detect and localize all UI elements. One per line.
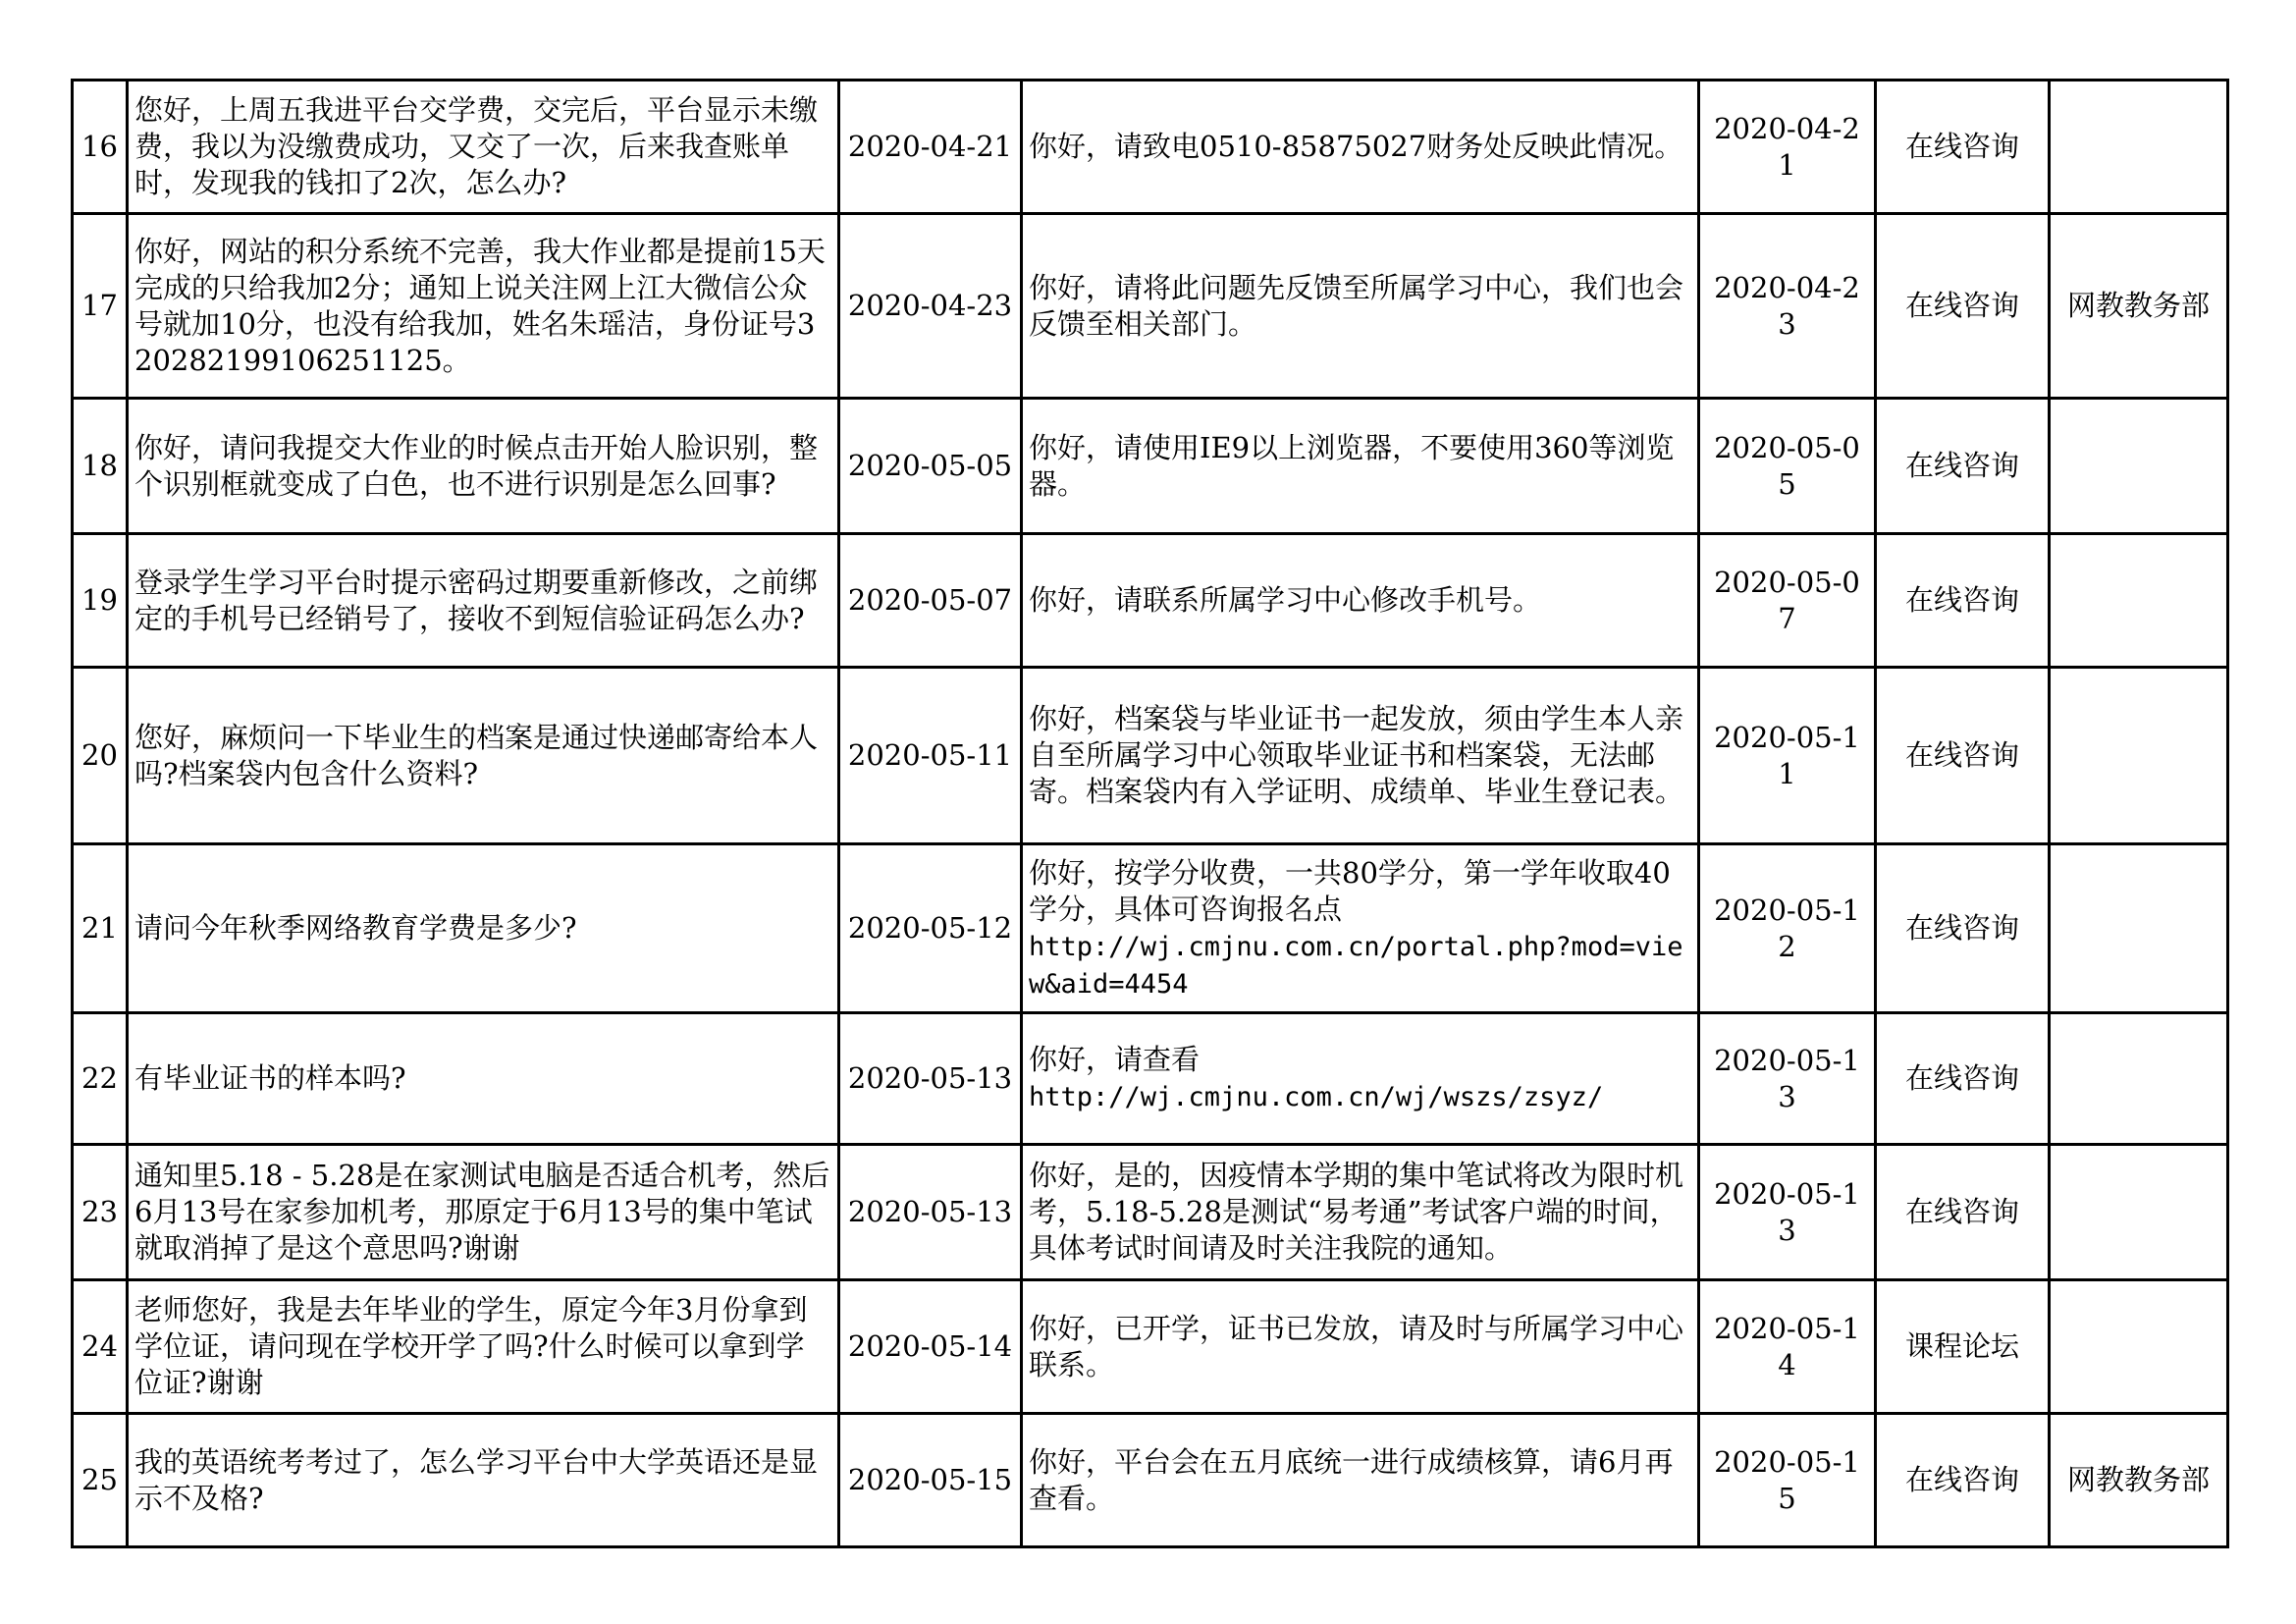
table-row	[73, 1414, 2228, 1547]
question-date-cell: 2020-04-23	[839, 214, 1022, 399]
question-cell: 通知里5.18 - 5.28是在家测试电脑是否适合机考，然后6月13号在家参加机考，那原定于6月13号的集中笔试就取消掉了是这个意思吗?谢谢	[128, 1145, 839, 1280]
row-index: 23	[73, 1145, 128, 1280]
channel-cell: 在线咨询	[1876, 668, 2050, 844]
answer-text: 你好，按学分收费，一共80学分，第一学年收取40学分，具体可咨询报名点	[1029, 855, 1671, 926]
channel-cell: 在线咨询	[1876, 81, 2050, 214]
channel-cell: 在线咨询	[1876, 844, 2050, 1013]
answer-text: 你好，请查看	[1029, 1043, 1201, 1076]
answer-cell: 你好，请使用IE9以上浏览器，不要使用360等浏览器。	[1022, 399, 1699, 534]
row-index: 18	[73, 399, 128, 534]
row-index: 21	[73, 844, 128, 1013]
reply-date-cell: 2020-04-23	[1699, 214, 1876, 399]
channel-cell: 在线咨询	[1876, 214, 2050, 399]
reply-date-cell: 2020-05-11	[1699, 668, 1876, 844]
question-date-cell: 2020-05-11	[839, 668, 1022, 844]
question-date-cell: 2020-05-13	[839, 1145, 1022, 1280]
answer-cell: 你好，请联系所属学习中心修改手机号。	[1022, 534, 1699, 668]
department-cell: 网教教务部	[2050, 214, 2228, 399]
answer-cell: 你好，请致电0510-85875027财务处反映此情况。	[1022, 81, 1699, 214]
question-cell: 你好，网站的积分系统不完善，我大作业都是提前15天完成的只给我加2分；通知上说关注网上江大微信公众号就加10分，也没有给我加，姓名朱瑶洁，身份证号320282199106251125。	[128, 214, 839, 399]
reply-date-cell: 2020-04-21	[1699, 81, 1876, 214]
channel-cell: 在线咨询	[1876, 399, 2050, 534]
table-row	[73, 1145, 2228, 1280]
answer-cell: 你好，平台会在五月底统一进行成绩核算，请6月再查看。	[1022, 1414, 1699, 1547]
reply-date-cell: 2020-05-12	[1699, 844, 1876, 1013]
answer-cell	[1022, 844, 1699, 1013]
answer-cell	[1022, 1013, 1699, 1145]
answer-cell: 你好，请将此问题先反馈至所属学习中心，我们也会反馈至相关部门。	[1022, 214, 1699, 399]
channel-cell: 课程论坛	[1876, 1280, 2050, 1414]
department-cell	[2050, 844, 2228, 1013]
row-index: 19	[73, 534, 128, 668]
table-row	[73, 1280, 2228, 1414]
reply-date-cell: 2020-05-14	[1699, 1280, 1876, 1414]
consultation-table	[71, 79, 2229, 1548]
question-cell: 您好，上周五我进平台交学费，交完后，平台显示未缴费，我以为没缴费成功，又交了一次，后来我查账单时，发现我的钱扣了2次，怎么办?	[128, 81, 839, 214]
answer-cell: 你好，已开学，证书已发放，请及时与所属学习中心联系。	[1022, 1280, 1699, 1414]
row-index: 20	[73, 668, 128, 844]
row-index: 22	[73, 1013, 128, 1145]
department-cell	[2050, 1013, 2228, 1145]
channel-cell: 在线咨询	[1876, 1414, 2050, 1547]
question-cell: 老师您好，我是去年毕业的学生，原定今年3月份拿到学位证，请问现在学校开学了吗?什么时候可以拿到学位证?谢谢	[128, 1280, 839, 1414]
table-row	[73, 844, 2228, 1013]
answer-cell: 你好，档案袋与毕业证书一起发放，须由学生本人亲自至所属学习中心领取毕业证书和档案袋，无法邮寄。档案袋内有入学证明、成绩单、毕业生登记表。	[1022, 668, 1699, 844]
department-cell	[2050, 1280, 2228, 1414]
table-row	[73, 534, 2228, 668]
table-row	[73, 399, 2228, 534]
row-index: 25	[73, 1414, 128, 1547]
channel-cell: 在线咨询	[1876, 534, 2050, 668]
department-cell: 网教教务部	[2050, 1414, 2228, 1547]
department-cell	[2050, 534, 2228, 668]
question-cell: 我的英语统考考过了，怎么学习平台中大学英语还是显示不及格?	[128, 1414, 839, 1547]
question-date-cell: 2020-05-07	[839, 534, 1022, 668]
answer-cell: 你好，是的，因疫情本学期的集中笔试将改为限时机考，5.18-5.28是测试“易考通”考试客户端的时间，具体考试时间请及时关注我院的通知。	[1022, 1145, 1699, 1280]
answer-url: http://wj.cmjnu.com.cn/wj/wszs/zsyz/	[1029, 1082, 1604, 1112]
reply-date-cell: 2020-05-13	[1699, 1013, 1876, 1145]
question-date-cell: 2020-05-05	[839, 399, 1022, 534]
question-cell: 登录学生学习平台时提示密码过期要重新修改，之前绑定的手机号已经销号了，接收不到短信验证码怎么办?	[128, 534, 839, 668]
row-index: 16	[73, 81, 128, 214]
question-cell: 您好，麻烦问一下毕业生的档案是通过快递邮寄给本人吗?档案袋内包含什么资料?	[128, 668, 839, 844]
channel-cell: 在线咨询	[1876, 1145, 2050, 1280]
row-index: 24	[73, 1280, 128, 1414]
department-cell	[2050, 1145, 2228, 1280]
reply-date-cell: 2020-05-15	[1699, 1414, 1876, 1547]
question-date-cell: 2020-05-12	[839, 844, 1022, 1013]
question-cell: 请问今年秋季网络教育学费是多少?	[128, 844, 839, 1013]
question-date-cell: 2020-05-14	[839, 1280, 1022, 1414]
question-date-cell: 2020-05-15	[839, 1414, 1022, 1547]
department-cell	[2050, 81, 2228, 214]
reply-date-cell: 2020-05-05	[1699, 399, 1876, 534]
table-row	[73, 1013, 2228, 1145]
department-cell	[2050, 399, 2228, 534]
reply-date-cell: 2020-05-07	[1699, 534, 1876, 668]
table-row	[73, 214, 2228, 399]
row-index: 17	[73, 214, 128, 399]
reply-date-cell: 2020-05-13	[1699, 1145, 1876, 1280]
table-row	[73, 81, 2228, 214]
question-cell: 你好，请问我提交大作业的时候点击开始人脸识别，整个识别框就变成了白色，也不进行识别是怎么回事?	[128, 399, 839, 534]
channel-cell: 在线咨询	[1876, 1013, 2050, 1145]
question-date-cell: 2020-05-13	[839, 1013, 1022, 1145]
table-row	[73, 668, 2228, 844]
department-cell	[2050, 668, 2228, 844]
question-date-cell: 2020-04-21	[839, 81, 1022, 214]
question-cell: 有毕业证书的样本吗?	[128, 1013, 839, 1145]
answer-url: http://wj.cmjnu.com.cn/portal.php?mod=view&aid=4454	[1029, 931, 1683, 1000]
